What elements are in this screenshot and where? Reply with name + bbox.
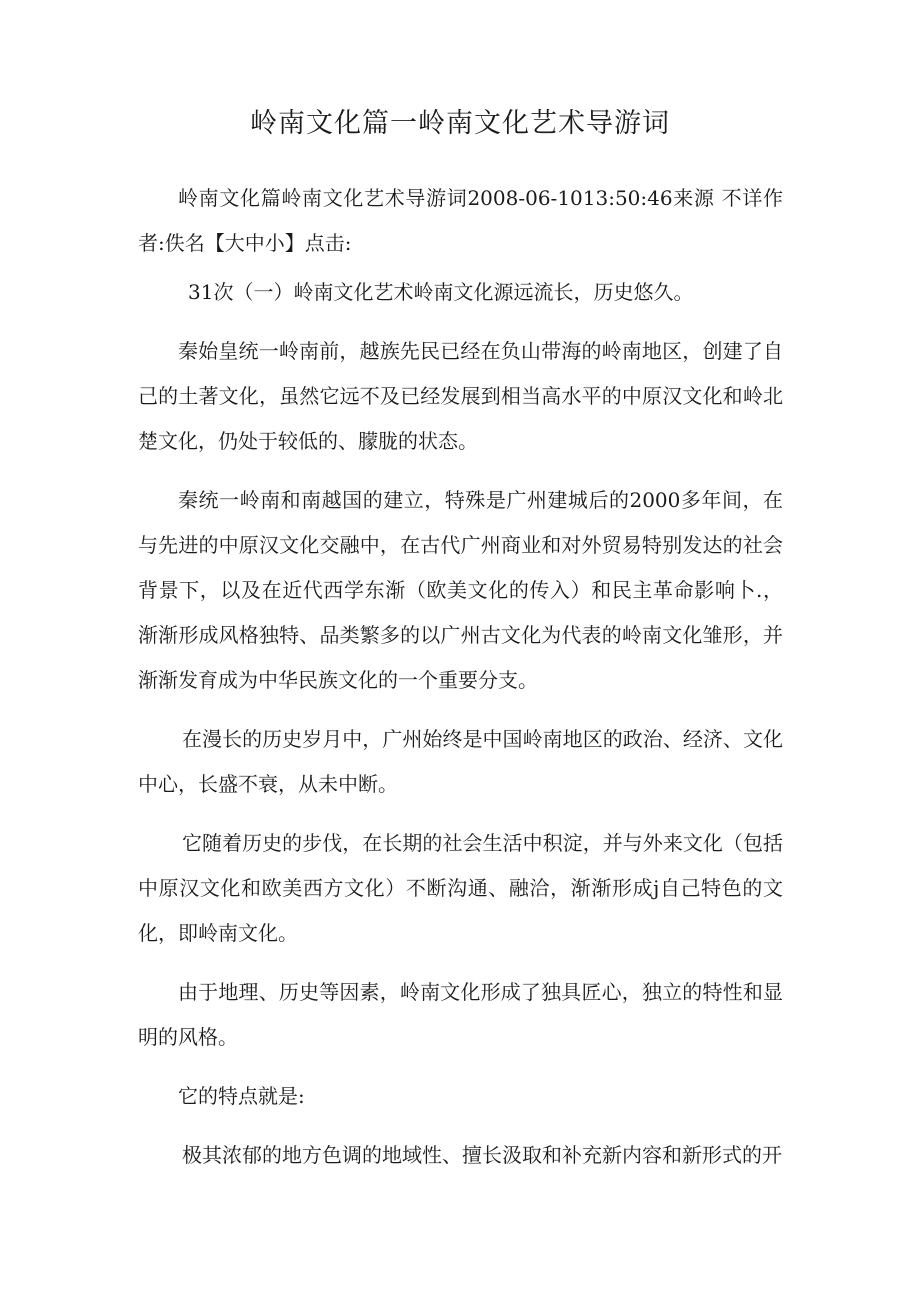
paragraph-guangzhou-center: 在漫长的历史岁月中，广州始终是中国岭南地区的政治、经济、文化中心，长盛不衰，从未中断。 [138, 727, 783, 796]
paragraph-qin-before: 秦始皇统一岭南前，越族先民已经在负山带海的岭南地区，创建了自己的土著文化，虽然它远不及已经发展到相当高水平的中原汉文化和岭北楚文化，仍处于较低的、朦胧的状态。 [138, 339, 783, 453]
document-title: 岭南文化篇一岭南文化艺术导游词 [250, 108, 670, 139]
paragraph-source-info: 岭南文化篇岭南文化艺术导游词2008-06-1013:50:46来源 不详作者:佚名【大中小】点击: [138, 186, 783, 255]
paragraph-intro: 31次（一）岭南文化艺术岭南文化源远流长，历史悠久。 [188, 280, 694, 304]
paragraph-regional-traits: 极其浓郁的地方色调的地域性、擅长汲取和补充新内容和新形式的开 [182, 1143, 782, 1167]
paragraph-characteristics: 它的特点就是: [178, 1084, 305, 1108]
document-body [138, 176, 783, 1192]
paragraph-qin-unification: 秦统一岭南和南越国的建立，特殊是广州建城后的2000多年间，在与先进的中原汉文化交融中，在古代广州商业和对外贸易特别发达的社会背景下，以及在近代西学东渐（欧美文化的传入）和民主革命影响卜.，渐渐形成风格独特、品类繁多的以广州古文化为代表的岭南文化雏形，并渐渐发育成为中华民族文化的一个重要分支。 [138, 488, 783, 692]
paragraph-cultural-fusion: 它随着历史的步伐，在长期的社会生活中积淀，并与外来文化（包括中原汉文化和欧美西方文化）不断沟通、融洽，渐渐形成j自己特色的文化，即岭南文化。 [138, 831, 783, 945]
paragraph-unique-style: 由于地理、历史等因素，岭南文化形成了独具匠心，独立的特性和显明的风格。 [138, 980, 783, 1049]
